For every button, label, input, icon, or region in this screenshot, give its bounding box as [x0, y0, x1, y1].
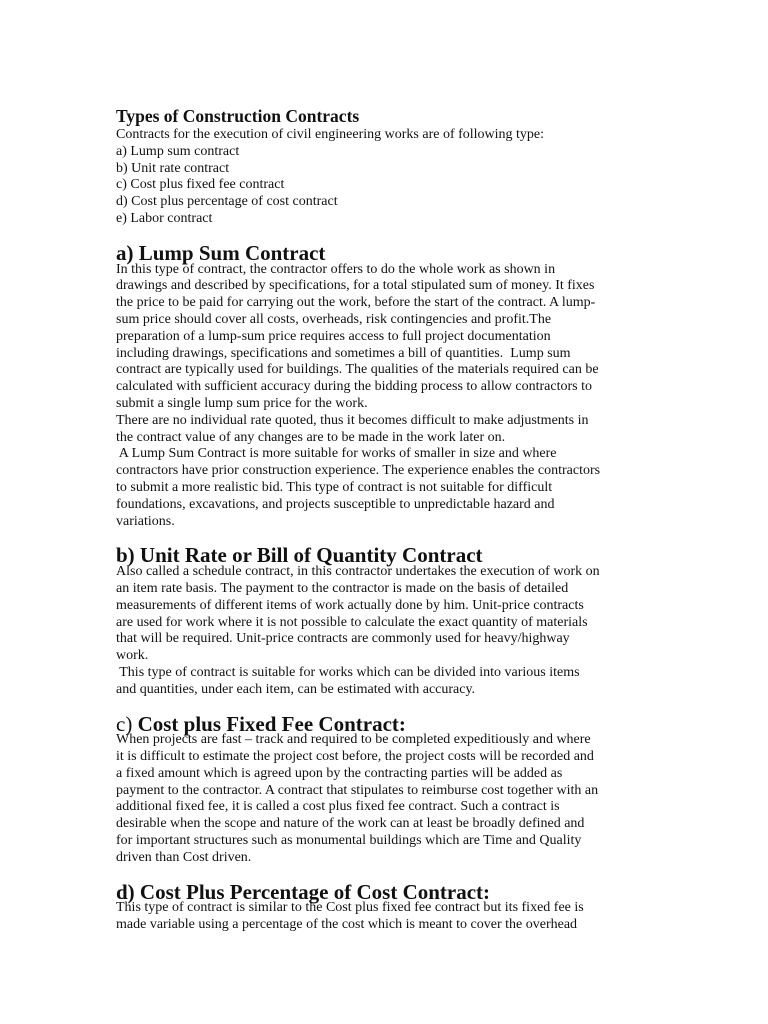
text-line: an item rate basis. The payment to the contractor is made on the basis of detailed — [116, 580, 569, 596]
text-line: measurements of different items of work actually done by him. Unit-price contracts — [116, 597, 584, 613]
heading-prefix: c) — [116, 711, 138, 736]
intro-text: Contracts for the execution of civil engineering works are of following type: — [116, 127, 545, 142]
section-cost-plus-fixed-fee — [116, 711, 656, 867]
text-line: A Lump Sum Contract is more suitable for works of smaller in size and where — [116, 446, 557, 462]
text-line: for important structures such as monumental buildings which are Time and Quality — [116, 833, 582, 849]
text-line: made variable using a percentage of the cost which is meant to cover the overhead — [116, 917, 578, 933]
paragraph — [116, 564, 656, 665]
text-line: calculated with sufficient accuracy during the bidding process to allow contractors to — [116, 379, 592, 395]
text-line: foundations, excavations, and projects susceptible to unpredictable hazard and — [116, 496, 555, 512]
paragraph — [116, 413, 656, 447]
document-body — [116, 106, 656, 934]
text-line: desirable when the scope and nature of the work can at least be broadly defined and — [116, 816, 585, 832]
paragraph — [116, 446, 656, 530]
list-item: a) Lump sum contract — [116, 143, 240, 159]
text-line: contract are typically used for buildings. The qualities of the materials required can be — [116, 362, 599, 378]
text-line: a fixed amount which is agreed upon by the contracting parties will be added as — [116, 765, 563, 781]
list-item: b) Unit rate contract — [116, 160, 230, 176]
section-heading: a) Lump Sum Contract — [116, 240, 326, 265]
text-line: driven than Cost driven. — [116, 849, 252, 865]
text-line: variations. — [116, 513, 175, 529]
text-line: that will be required. Unit-price contracts are commonly used for heavy/highway — [116, 631, 570, 647]
text-line: work. — [116, 648, 149, 664]
section-heading: d) Cost Plus Percentage of Cost Contract: — [116, 879, 491, 904]
text-line: This type of contract is suitable for works which can be divided into various items — [116, 664, 580, 680]
paragraph — [116, 900, 656, 934]
text-line: This type of contract is similar to the Cost plus fixed fee contract but its fixed fee is — [116, 900, 584, 916]
text-line: contractors have prior construction experience. The experience enables the contractors — [116, 463, 601, 479]
section-unit-rate — [116, 543, 656, 698]
text-line: and quantities, under each item, can be estimated with accuracy. — [116, 681, 476, 697]
text-line: payment to the contractor. A contract that stipulates to reimburse cost together with an — [116, 782, 599, 798]
text-line: are used for work where it is not possible to calculate the exact quantity of materials — [116, 614, 588, 630]
paragraph — [116, 262, 656, 413]
text-line: submit a single lump sum price for the work. — [116, 395, 368, 411]
text-line: When projects are fast – track and required to be completed expeditiously and where — [116, 732, 591, 748]
text-line: to submit a more realistic bid. This type of contract is not suitable for difficult — [116, 479, 553, 495]
contract-type-list — [116, 144, 656, 228]
text-line: the contract value of any changes are to be made in the work later on. — [116, 429, 506, 445]
text-line: drawings and described by specifications, for a total stipulated sum of money. It fixes — [116, 278, 595, 294]
heading-text: Cost plus Fixed Fee Contract: — [137, 711, 406, 736]
text-line: additional fixed fee, it is called a cost plus fixed fee contract. Such a contract is — [116, 799, 560, 815]
text-line: it is difficult to estimate the project cost before, the project costs will be recorded and — [116, 749, 594, 765]
section-heading: b) Unit Rate or Bill of Quantity Contract — [116, 543, 483, 568]
text-line: In this type of contract, the contractor offers to do the whole work as shown in — [116, 261, 556, 277]
paragraph — [116, 665, 656, 699]
text-line: including drawings, specifications and sometimes a bill of quantities. Lump sum — [116, 345, 571, 361]
section-lump-sum — [116, 240, 656, 531]
list-item: c) Cost plus fixed fee contract — [116, 177, 285, 193]
text-line: the price to be paid for carrying out the work, before the start of the contract. A lump- — [116, 295, 596, 311]
section-heading — [116, 711, 656, 736]
text-line: sum price should cover all costs, overheads, risk contingencies and profit.The — [116, 311, 552, 327]
document-title: Types of Construction Contracts — [116, 106, 360, 126]
list-item: e) Labor contract — [116, 210, 213, 226]
list-item: d) Cost plus percentage of cost contract — [116, 194, 338, 210]
section-cost-plus-percentage — [116, 879, 656, 934]
paragraph — [116, 732, 656, 866]
text-line: There are no individual rate quoted, thus it becomes difficult to make adjustments in — [116, 412, 589, 428]
text-line: preparation of a lump-sum price requires access to full project documentation — [116, 328, 551, 344]
text-line: Also called a schedule contract, in this contractor undertakes the execution of work on — [116, 564, 600, 580]
